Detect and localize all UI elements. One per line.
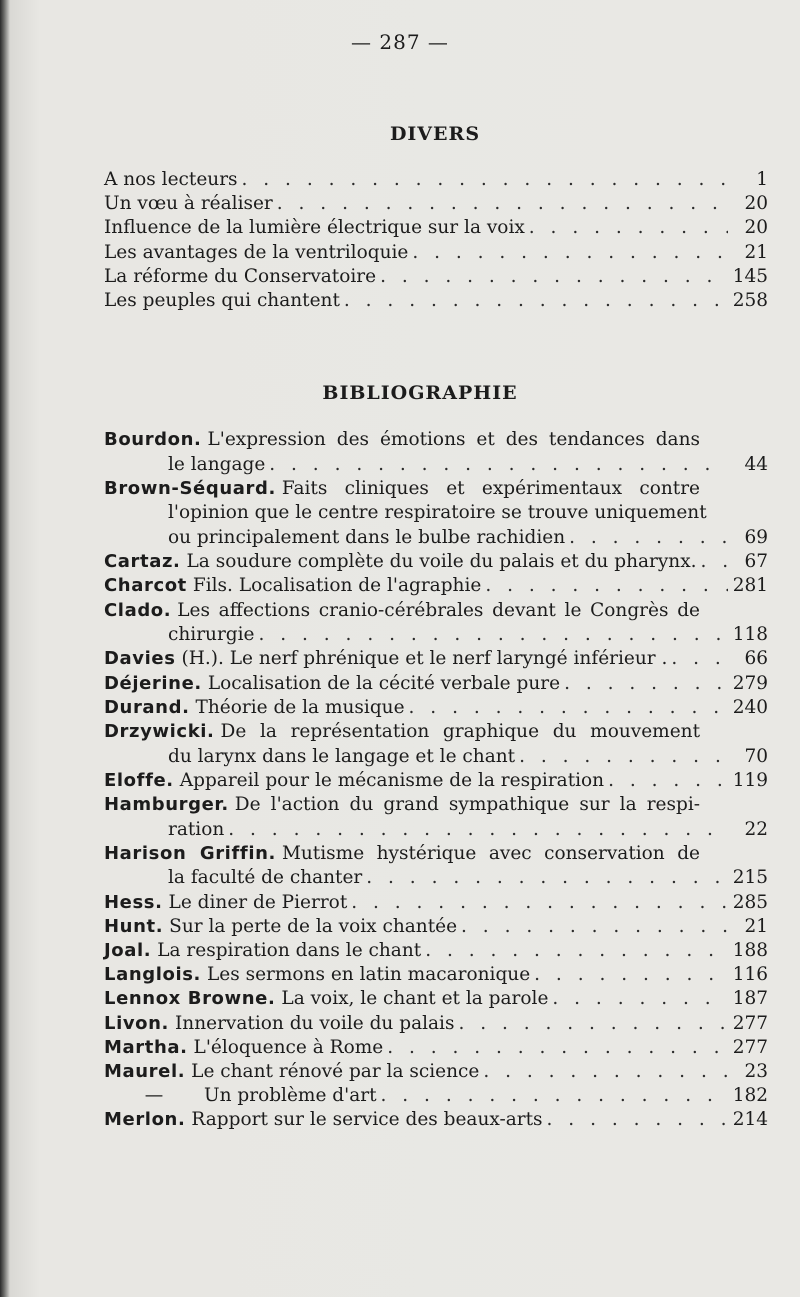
entry-text: [104, 599, 700, 624]
entry-line-text: Rapport sur le service des beaux-arts: [191, 1109, 543, 1131]
dot-leader: [604, 769, 728, 793]
toc-entry: [104, 289, 768, 313]
toc-entry: [104, 216, 768, 240]
entry-last-line: [104, 963, 768, 987]
dot-leader: [273, 192, 728, 216]
entry-line-text: Un problème d'art: [204, 1085, 377, 1107]
bibliography-entry: [104, 1108, 768, 1132]
entry-author: Brown-Séquard.: [104, 477, 276, 499]
entry-page-number: 277: [732, 1012, 768, 1034]
entry-title: [104, 987, 548, 1011]
dot-leader: [265, 453, 728, 477]
dot-leader: [479, 1060, 728, 1084]
entry-page-number: 281: [732, 575, 768, 597]
entry-page-number: 67: [744, 551, 768, 573]
entry-line-text: Théorie de la musique: [195, 696, 405, 718]
bibliography-entry: [104, 1036, 768, 1060]
entry-line-text: Localisation de la cécité verbale pure: [207, 672, 561, 694]
entry-author: Lennox Browne.: [104, 988, 276, 1010]
entry-title: [168, 623, 255, 647]
bibliography-entry: [104, 672, 768, 696]
entry-line-text: chirurgie: [168, 624, 255, 646]
entry-text: [104, 793, 700, 818]
entry-page-number: 20: [744, 217, 768, 239]
entry-last-line: [104, 987, 768, 1011]
entry-line-text: Fils. Localisation de l'agraphie: [192, 575, 482, 597]
bibliography-entry: [104, 1060, 768, 1084]
dot-leader: [697, 550, 728, 574]
line-spacer: [700, 793, 768, 818]
entry-text: [104, 477, 700, 502]
entry-text: [104, 720, 700, 745]
bibliography-entry: [104, 1012, 768, 1036]
entry-line: [104, 477, 768, 502]
entry-page-number: 187: [732, 988, 768, 1010]
entry-line-text: du larynx dans le langage et le chant: [168, 745, 516, 767]
entry-last-line: [104, 696, 768, 720]
entry-line-text: Les affections cranio-cérébrales devant le Congrès de: [177, 599, 700, 621]
entry-line-text: (H.). Le nerf phrénique et le nerf laryngé inférieur .: [181, 648, 668, 670]
entry-title: [104, 696, 405, 720]
dot-leader: [224, 818, 728, 842]
dot-leader: [362, 866, 728, 890]
entry-line-text: ration: [168, 818, 225, 840]
entry-page-number: 279: [732, 672, 768, 694]
dot-leader: [667, 647, 728, 671]
bibliography-entry: [104, 963, 768, 987]
entry-last-line: [104, 866, 768, 890]
entry-line: [104, 599, 768, 624]
dot-leader: [530, 963, 728, 987]
entry-author: Hess.: [104, 891, 163, 913]
entry-page-number: 20: [744, 193, 768, 215]
toc-entry: [104, 168, 768, 192]
entry-line-text: Innervation du voile du palais: [175, 1012, 455, 1034]
entry-title: [104, 1012, 454, 1036]
dot-leader: [421, 939, 728, 963]
entry-line-text: Sur la perte de la voix chantée: [169, 915, 458, 937]
toc-entry: [104, 265, 768, 289]
line-spacer: [700, 477, 768, 502]
entry-text: [104, 842, 700, 867]
entry-page-number: 69: [744, 526, 768, 548]
entry-page-number: 188: [732, 940, 768, 961]
dot-leader: [454, 1012, 728, 1036]
entry-line-text: l'opinion que le centre respiratoire se trouve uniquement: [168, 502, 707, 524]
dot-leader: [405, 696, 728, 720]
entry-title: [168, 745, 515, 769]
dot-leader: [565, 526, 728, 550]
bibliography-entry: [104, 696, 768, 720]
entry-last-line: [104, 818, 768, 842]
dot-leader: [377, 1084, 728, 1108]
bibliography-entry: [104, 939, 768, 963]
entry-title: [104, 1108, 543, 1132]
ditto-dash: —: [144, 1085, 164, 1107]
dot-leader: [560, 672, 728, 696]
entry-last-line: [104, 1060, 768, 1084]
entry-text: [168, 501, 707, 526]
entry-last-line: [104, 1012, 768, 1036]
entry-page-number: 21: [744, 241, 768, 263]
entry-title: [104, 1036, 383, 1060]
bibliography-entry: [104, 987, 768, 1011]
entry-page-number: 277: [732, 1036, 768, 1058]
entry-title: [168, 526, 565, 550]
entry-line-text: Les sermons en latin macaronique: [206, 964, 531, 986]
dot-leader: [347, 891, 728, 915]
dot-leader: [548, 987, 728, 1011]
entry-last-line: [104, 672, 768, 696]
entry-author: Joal.: [104, 940, 152, 961]
dot-leader: [481, 574, 728, 598]
dot-leader: [376, 265, 728, 289]
entry-text: [104, 428, 700, 453]
entry-title: La réforme du Conservatoire: [104, 265, 377, 287]
bibliography-entry: [104, 647, 768, 671]
entry-last-line: [104, 574, 768, 598]
entry-last-line: [104, 526, 768, 550]
entry-author: Déjerine.: [104, 672, 202, 694]
entry-last-line: [104, 453, 768, 477]
entry-author: Durand.: [104, 696, 190, 718]
entry-title: [104, 963, 530, 987]
entry-title: Les peuples qui chantent: [104, 290, 340, 312]
bibliography-entry: [104, 720, 768, 769]
bibliography-entry: [104, 1084, 768, 1108]
entry-line-text: Appareil pour le mécanisme de la respiration: [179, 769, 605, 791]
entry-page-number: 240: [732, 696, 768, 718]
entry-line: [104, 720, 768, 745]
bibliography-entry: [104, 428, 768, 477]
entry-line-text: Le diner de Pierrot: [168, 891, 348, 913]
entry-line-text: L'expression des émotions et des tendances dans: [207, 429, 700, 450]
entry-title: [104, 891, 347, 915]
entry-title: [104, 1060, 479, 1084]
entry-line: [104, 501, 768, 526]
entry-line: [104, 842, 768, 867]
entry-author: Hamburger.: [104, 794, 229, 815]
dot-leader: [383, 1036, 728, 1060]
line-spacer: [700, 720, 768, 745]
entry-author: Merlon.: [104, 1109, 186, 1131]
bibliography-entry: [104, 793, 768, 842]
dot-leader: [408, 241, 728, 265]
entry-author: Eloffe.: [104, 769, 174, 791]
dot-leader: [238, 168, 728, 192]
dot-leader: [255, 623, 728, 647]
bibliography-entry: [104, 550, 768, 574]
entry-title: Influence de la lumière électrique sur la voix: [104, 217, 525, 239]
entry-last-line: [104, 939, 768, 963]
dot-leader: [340, 289, 728, 313]
bibliography-entry: [104, 599, 768, 648]
entry-line: [104, 793, 768, 818]
entry-author: Charcot: [104, 575, 187, 597]
entry-title: [104, 550, 697, 574]
entry-line-text: L'éloquence à Rome: [193, 1036, 384, 1058]
entry-title: [104, 915, 457, 939]
entry-page-number: 23: [744, 1061, 768, 1083]
entry-author: Clado.: [104, 599, 172, 621]
dot-leader: [457, 915, 728, 939]
bibliography-list: [104, 428, 768, 1133]
entry-page-number: 116: [732, 964, 768, 986]
entry-page-number: 182: [732, 1085, 768, 1107]
toc-entry: [104, 241, 768, 265]
entry-title: [168, 866, 362, 890]
line-spacer: [700, 842, 768, 867]
entry-line-text: De l'action du grand sympathique sur la respi-: [234, 794, 700, 815]
entry-page-number: 214: [732, 1109, 768, 1131]
bibliography-entry: [104, 477, 768, 550]
bibliography-entry: [104, 842, 768, 891]
entry-line-text: la faculté de chanter: [168, 867, 363, 889]
entry-last-line: [104, 1108, 768, 1132]
entry-author: Harison Griffin.: [104, 842, 276, 864]
entry-page-number: 215: [732, 867, 768, 889]
entry-page-number: 1: [756, 169, 768, 190]
entry-title: [104, 672, 560, 696]
entry-title: Les avantages de la ventriloquie: [104, 241, 409, 263]
entry-page-number: 118: [732, 624, 768, 646]
entry-author: Hunt.: [104, 915, 164, 937]
entry-author: Bourdon.: [104, 429, 202, 450]
entry-last-line: [104, 623, 768, 647]
entry-line: [104, 428, 768, 453]
entry-author: Davies: [104, 648, 176, 670]
dot-leader: [515, 745, 728, 769]
line-spacer: [700, 599, 768, 624]
entry-line-text: le langage: [168, 453, 266, 475]
entry-title: [168, 818, 224, 842]
entry-page-number: 22: [744, 818, 768, 840]
entry-page-number: 21: [744, 915, 768, 937]
entry-line-text: Le chant rénové par la science: [191, 1061, 480, 1083]
entry-title: [104, 939, 421, 963]
divers-list: [104, 168, 768, 313]
entry-title: [104, 647, 667, 671]
entry-author: Langlois.: [104, 964, 201, 986]
section-heading-bibliographie: BIBLIOGRAPHIE: [322, 382, 518, 404]
entry-page-number: 70: [744, 745, 768, 767]
entry-title: A nos lecteurs: [104, 169, 238, 190]
entry-page-number: 44: [744, 453, 768, 475]
dot-leader: [543, 1108, 728, 1132]
entry-author: Drzywicki.: [104, 721, 215, 742]
entry-last-line: [104, 915, 768, 939]
entry-line-text: ou principalement dans le bulbe rachidien: [168, 526, 566, 548]
entry-page-number: 119: [732, 769, 768, 791]
entry-last-line: [104, 647, 768, 671]
entry-author: Martha.: [104, 1036, 188, 1058]
entry-author: Livon.: [104, 1012, 169, 1034]
entry-line-text: La voix, le chant et la parole: [281, 988, 549, 1010]
dot-leader: [525, 216, 728, 240]
toc-entry: [104, 192, 768, 216]
section-heading-divers: DIVERS: [389, 123, 481, 145]
entry-line-text: Mutisme hystérique avec conservation de: [281, 842, 701, 864]
entry-title: [104, 1084, 377, 1108]
entry-page-number: 258: [732, 290, 768, 312]
entry-last-line: [104, 1036, 768, 1060]
entry-last-line: [104, 550, 768, 574]
page-number: — 287 —: [351, 30, 449, 54]
bibliography-entry: [104, 891, 768, 915]
entry-title: Un vœu à réaliser: [104, 193, 273, 215]
entry-last-line: [104, 769, 768, 793]
entry-page-number: 285: [732, 891, 768, 913]
bibliography-entry: [104, 769, 768, 793]
entry-page-number: 66: [744, 648, 768, 670]
entry-last-line: [104, 745, 768, 769]
entry-title: [104, 769, 604, 793]
line-spacer: [700, 428, 768, 453]
bibliography-entry: [104, 574, 768, 598]
entry-page-number: 145: [732, 265, 768, 287]
entry-title: [104, 574, 481, 598]
entry-last-line: [104, 1084, 768, 1108]
bibliography-entry: [104, 915, 768, 939]
entry-line-text: La soudure complète du voile du palais et du pharynx.: [186, 551, 697, 573]
entry-line-text: La respiration dans le chant: [157, 940, 422, 961]
line-spacer: [707, 501, 775, 526]
entry-line-text: Faits cliniques et expérimentaux contre: [281, 477, 700, 499]
entry-last-line: [104, 891, 768, 915]
entry-title: [168, 453, 265, 477]
entry-author: Cartaz.: [104, 551, 181, 573]
entry-author: Maurel.: [104, 1061, 186, 1083]
entry-line-text: De la représentation graphique du mouvement: [220, 721, 700, 742]
